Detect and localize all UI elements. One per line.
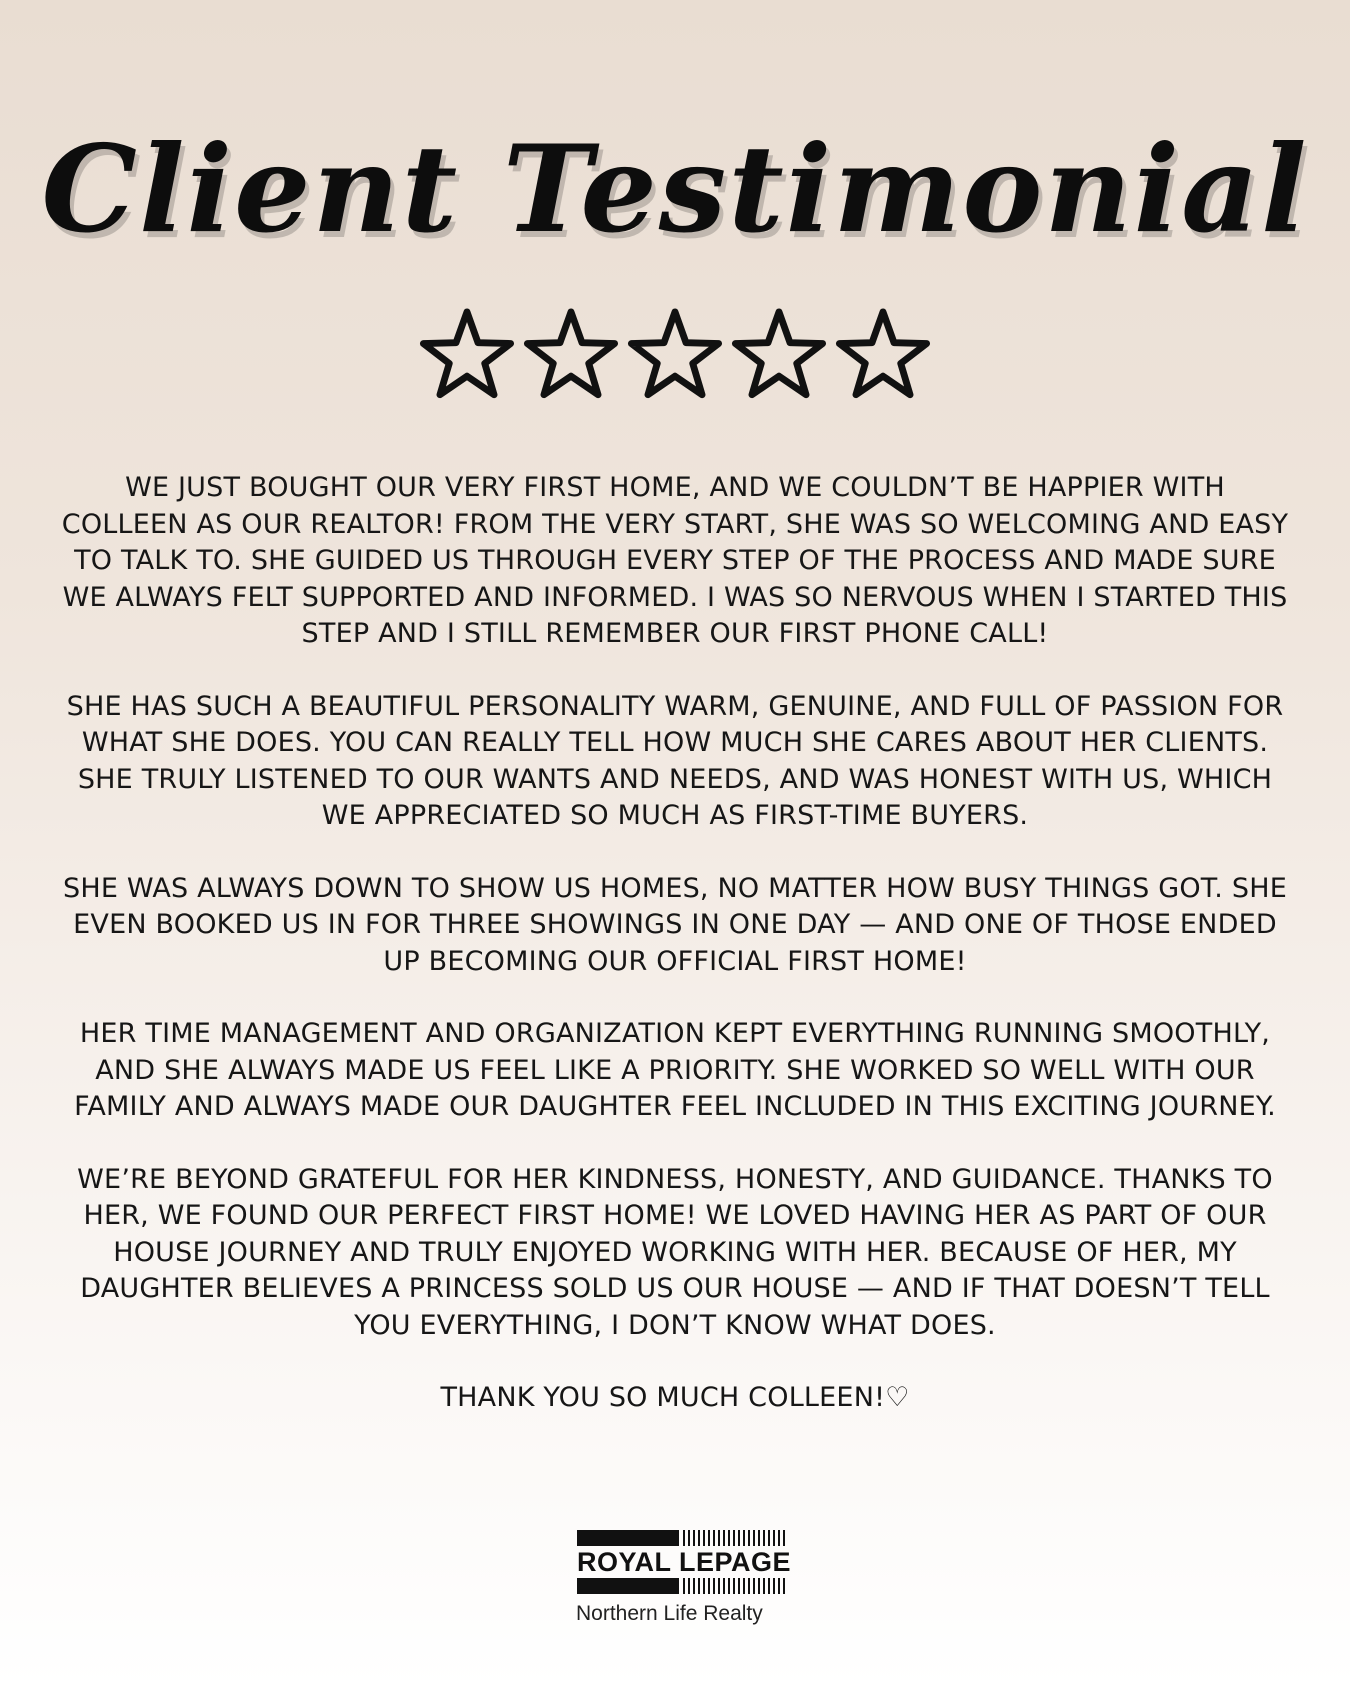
logo-brand-text: ROYAL LEPAGE [577, 1547, 792, 1577]
page-title: Client Testimonial [41, 119, 1309, 260]
testimonial-body [60, 470, 1290, 1453]
star-icon [418, 306, 516, 404]
testimonial-paragraph: SHE HAS SUCH A BEAUTIFUL PERSONALITY WARM, GENUINE, AND FULL OF PASSION FOR WHAT SHE DOES. YOU CAN REALLY TELL HOW MUCH SHE CARES ABOUT HER CLIENTS. SHE TRULY LISTENED TO OUR WANTS AND NEEDS, AND WAS HONEST WITH US, WHICH WE APPRECIATED SO MUCH AS FIRST-TIME BUYERS. [66, 690, 1284, 831]
star-icon [730, 306, 828, 404]
star-icon [522, 306, 620, 404]
thank-you-line: THANK YOU SO MUCH COLLEEN!♡ [440, 1382, 910, 1413]
brokerage-logo [576, 1530, 792, 1626]
logo-office-name: Northern Life Realty [576, 1602, 763, 1625]
testimonial-paragraph: WE’RE BEYOND GRATEFUL FOR HER KINDNESS, HONESTY, AND GUIDANCE. THANKS TO HER, WE FOUND OUR PERFECT FIRST HOME! WE LOVED HAVING HER AS PART OF OUR HOUSE JOURNEY AND TRULY ENJOYED WORKING WITH HER. BECAUSE OF HER, MY DAUGHTER BELIEVES A PRINCESS SOLD US OUR HOUSE — AND IF THAT DOESN’T TELL YOU EVERYTHING, I DON’T KNOW WHAT DOES. [77, 1163, 1273, 1341]
testimonial-paragraph: SHE WAS ALWAYS DOWN TO SHOW US HOMES, NO MATTER HOW BUSY THINGS GOT. SHE EVEN BOOKED US IN FOR THREE SHOWINGS IN ONE DAY — AND ONE OF THOSE ENDED UP BECOMING OUR OFFICIAL FIRST HOME! [63, 872, 1287, 977]
star-icon [834, 306, 932, 404]
logo-top-bar [577, 1530, 787, 1546]
star-icon [626, 306, 724, 404]
logo-bottom-bar [577, 1578, 787, 1594]
testimonial-paragraph: WE JUST BOUGHT OUR VERY FIRST HOME, AND WE COULDN’T BE HAPPIER WITH COLLEEN AS OUR REALTOR! FROM THE VERY START, SHE WAS SO WELCOMING AND EASY TO TALK TO. SHE GUIDED US THROUGH EVERY STEP OF THE PROCESS AND MADE SURE WE ALWAYS FELT SUPPORTED AND INFORMED. I WAS SO NERVOUS WHEN I STARTED THIS STEP AND I STILL REMEMBER OUR FIRST PHONE CALL! [61, 472, 1289, 649]
star-rating [0, 306, 1350, 404]
testimonial-paragraph: HER TIME MANAGEMENT AND ORGANIZATION KEPT EVERYTHING RUNNING SMOOTHLY, AND SHE ALWAYS MADE US FEEL LIKE A PRIORITY. SHE WORKED SO WELL WITH OUR FAMILY AND ALWAYS MADE OUR DAUGHTER FEEL INCLUDED IN THIS EXCITING JOURNEY. [74, 1018, 1276, 1122]
